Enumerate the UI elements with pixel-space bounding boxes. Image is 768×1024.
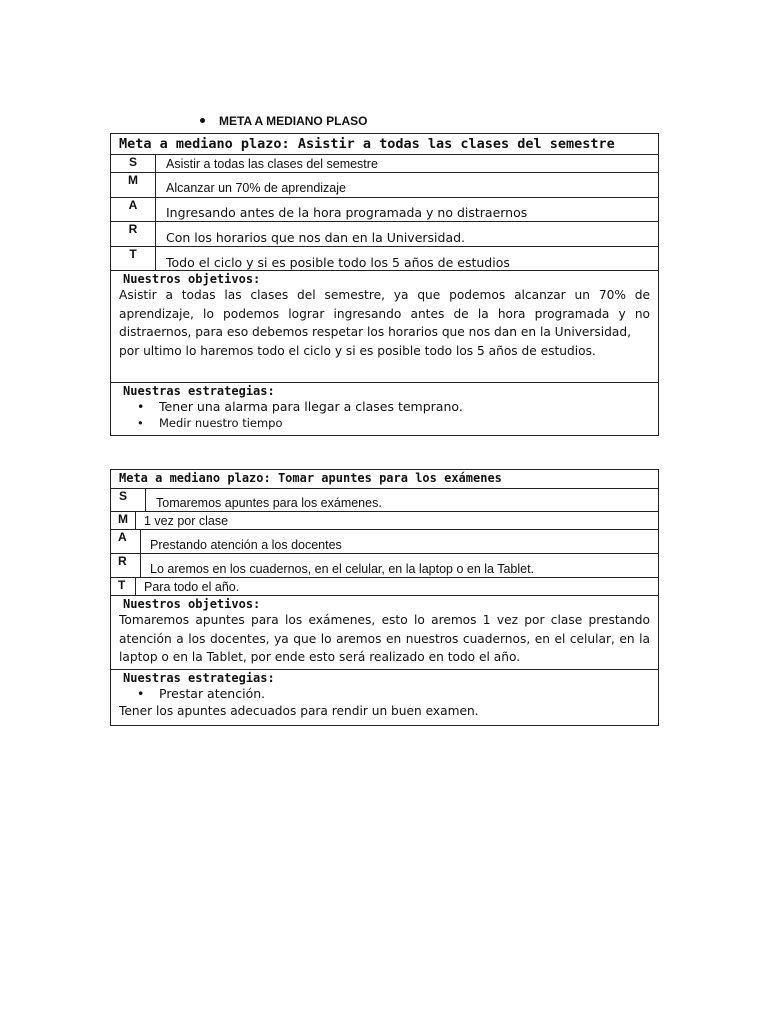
strategies-list xyxy=(119,398,650,432)
smart-letter: M xyxy=(111,512,136,529)
heading-text: META A MEDIANO PLASO xyxy=(219,114,368,128)
objectives-paragraph-2: por ultimo lo haremos todo el ciclo y si es posible todo los 5 años de estudios. xyxy=(119,343,596,358)
table1-row-t xyxy=(111,246,658,270)
smart-text: Para todo el año. xyxy=(144,579,240,594)
smart-text: 1 vez por clase xyxy=(144,513,229,528)
objectives-title: Nuestros objetivos: xyxy=(123,597,261,611)
table1-title-row xyxy=(111,134,658,154)
smart-letter: R xyxy=(111,222,156,246)
table2-objectives xyxy=(111,595,658,669)
smart-letter: T xyxy=(111,247,156,270)
bullet-icon xyxy=(200,118,205,123)
smart-letter: S xyxy=(111,489,146,511)
smart-text: Alcanzar un 70% de aprendizaje xyxy=(166,181,346,195)
table2-row-t xyxy=(111,577,658,595)
table1-title-prefix: Meta a mediano plazo: xyxy=(119,136,290,152)
table2-title-row xyxy=(111,470,658,488)
smart-letter: T xyxy=(111,578,136,595)
table2-row-s xyxy=(111,488,658,511)
table1-row-s xyxy=(111,154,658,172)
strategy-item: • Tener una alarma para llegar a clases temprano. xyxy=(159,398,650,415)
smart-text: Con los horarios que nos dan en la Universidad. xyxy=(166,230,466,245)
table2-title: Meta a mediano plazo: Tomar apuntes para los exámenes xyxy=(119,471,502,485)
smart-text: Todo el ciclo y si es posible todo los 5 años de estudios xyxy=(166,255,510,270)
smart-letter: R xyxy=(111,554,141,577)
table1-strategies xyxy=(111,382,658,435)
document-heading xyxy=(200,114,367,128)
objectives-title: Nuestros objetivos: xyxy=(123,272,261,286)
table1-objectives xyxy=(111,270,658,382)
table2-row-a xyxy=(111,529,658,553)
smart-text: Prestando atención a los docentes xyxy=(150,538,342,552)
goal-table-2 xyxy=(110,469,659,726)
smart-text: Asistir a todas las clases del semestre xyxy=(166,156,378,171)
table1-row-a xyxy=(111,197,658,221)
table2-row-m xyxy=(111,511,658,529)
smart-text: Lo aremos en los cuadernos, en el celular, en la laptop o en la Tablet. xyxy=(150,562,535,576)
smart-letter: S xyxy=(111,155,156,172)
strategies-list xyxy=(119,685,650,702)
table1-row-m xyxy=(111,172,658,197)
strategies-title: Nuestras estrategias: xyxy=(123,671,275,685)
smart-letter: A xyxy=(111,198,156,221)
smart-text: Ingresando antes de la hora programada y no distraernos xyxy=(166,205,528,220)
table2-row-r xyxy=(111,553,658,577)
table2-strategies xyxy=(111,669,658,725)
objectives-paragraph: Asistir a todas las clases del semestre, ya que podemos alcanzar un 70% de aprendizaje, lo podemos lograr ingresando antes de la hora programada y no distraernos, para eso debemos respetar los horarios que nos dan en la Universidad, xyxy=(119,288,650,339)
smart-letter: A xyxy=(111,530,141,553)
smart-letter: M xyxy=(111,173,156,197)
table1-title-text: Asistir a todas las clases del semestre xyxy=(297,136,615,152)
closing-text: Tener los apuntes adecuados para rendir un buen examen. xyxy=(119,704,479,718)
strategies-title: Nuestras estrategias: xyxy=(123,384,275,398)
objectives-paragraph: Tomaremos apuntes para los exámenes, esto lo aremos 1 vez por clase prestando atención a los docentes, ya que lo aremos en nuestros cuadernos, en el celular, en la laptop o en la Tablet, por ende esto será realizado en todo el año. xyxy=(119,613,650,664)
strategy-item: • Prestar atención. xyxy=(159,685,650,702)
table1-row-r xyxy=(111,221,658,246)
goal-table-1 xyxy=(110,133,659,436)
strategy-item: • Medir nuestro tiempo xyxy=(159,415,650,432)
smart-text: Tomaremos apuntes para los exámenes. xyxy=(156,496,382,510)
